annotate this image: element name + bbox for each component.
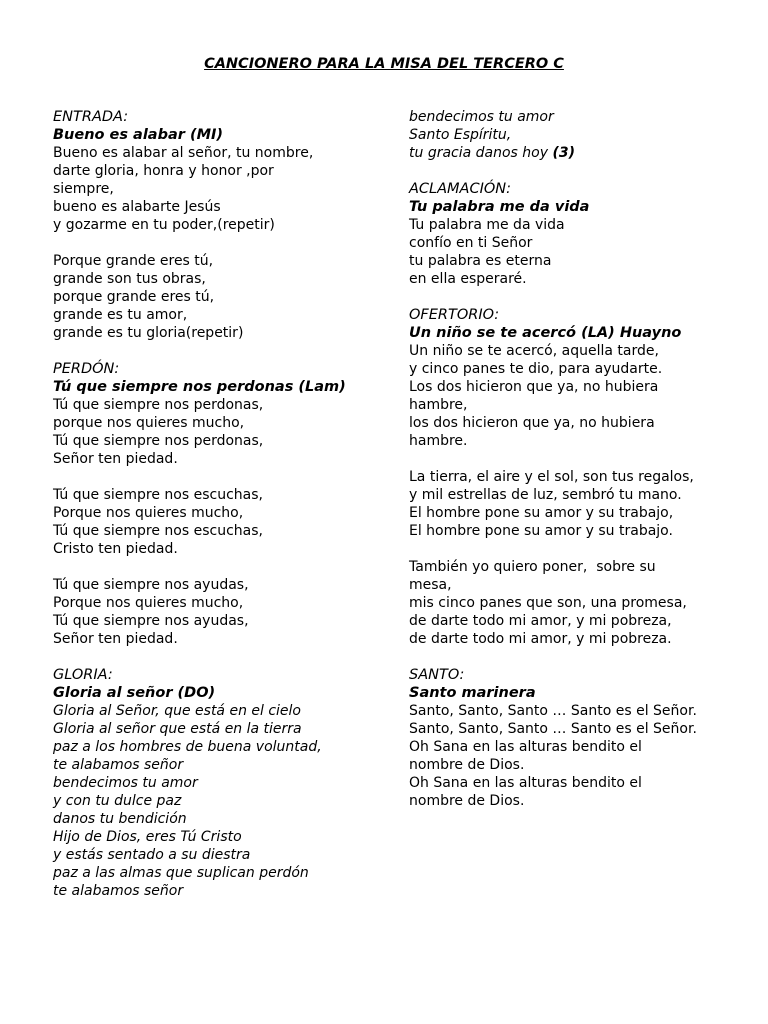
- lyric-line: darte gloria, honra y honor ,por: [53, 163, 274, 179]
- lyric-line: hambre,: [409, 397, 468, 413]
- lyric-line: y gozarme en tu poder,(repetir): [53, 217, 275, 233]
- blank-line: [53, 558, 383, 576]
- section-heading: ACLAMACIÓN:: [409, 181, 512, 197]
- lyric-line: porque nos quieres mucho,: [53, 415, 245, 431]
- lyric-text: tu gracia danos hoy: [409, 145, 549, 161]
- song-title: Tu palabra me da vida: [409, 199, 590, 215]
- blank-line: [53, 648, 383, 666]
- lyric-line: Tú que siempre nos ayudas,: [53, 613, 249, 629]
- right-column: [409, 108, 739, 810]
- repeat-count: (3): [552, 145, 576, 161]
- lyric-line: Porque nos quieres mucho,: [53, 595, 244, 611]
- lyric-line: de darte todo mi amor, y mi pobreza,: [409, 613, 672, 629]
- lyric-line: Tú que siempre nos ayudas,: [53, 577, 249, 593]
- lyric-line: Los dos hicieron que ya, no hubiera: [409, 379, 659, 395]
- section-heading: SANTO:: [409, 667, 465, 683]
- lyric-line: bueno es alabarte Jesús: [53, 199, 221, 215]
- lyric-line: Oh Sana en las alturas bendito el: [409, 739, 642, 755]
- lyric-line: Señor ten piedad.: [53, 451, 178, 467]
- lyric-line: Gloria al Señor, que está en el cielo: [53, 703, 302, 719]
- section-santo: [409, 666, 739, 810]
- lyric-line: Oh Sana en las alturas bendito el: [409, 775, 642, 791]
- section-heading: GLORIA:: [53, 667, 113, 683]
- lyric-line: confío en ti Señor: [409, 235, 533, 251]
- lyric-line: Bueno es alabar al señor, tu nombre,: [53, 145, 314, 161]
- song-title: Un niño se te acercó (LA) Huayno: [409, 325, 682, 341]
- lyric-line: bendecimos tu amor: [409, 109, 554, 125]
- lyric-line: Un niño se te acercó, aquella tarde,: [409, 343, 659, 359]
- lyric-line: te alabamos señor: [53, 757, 184, 773]
- lyric-line: El hombre pone su amor y su trabajo.: [409, 523, 673, 539]
- blank-line: [409, 288, 739, 306]
- lyric-line: y con tu dulce paz: [53, 793, 182, 809]
- lyric-line: Tu palabra me da vida: [409, 217, 565, 233]
- lyric-line: Gloria al señor que está en la tierra: [53, 721, 302, 737]
- lyric-line: siempre,: [53, 181, 114, 197]
- lyric-line: Tú que siempre nos escuchas,: [53, 487, 263, 503]
- lyric-line: tu palabra es eterna: [409, 253, 552, 269]
- lyric-line: los dos hicieron que ya, no hubiera: [409, 415, 655, 431]
- song-title: Santo marinera: [409, 685, 536, 701]
- lyric-line: Porque nos quieres mucho,: [53, 505, 244, 521]
- lyric-line: Santo Espíritu,: [409, 127, 512, 143]
- lyric-line: El hombre pone su amor y su trabajo,: [409, 505, 674, 521]
- lyric-line: hambre.: [409, 433, 468, 449]
- lyric-line: mis cinco panes que son, una promesa,: [409, 595, 687, 611]
- lyric-line: grande son tus obras,: [53, 271, 206, 287]
- lyric-line: nombre de Dios.: [409, 757, 525, 773]
- lyric-line: Santo, Santo, Santo … Santo es el Señor.: [409, 721, 697, 737]
- lyric-line: [409, 144, 739, 162]
- blank-line: [53, 468, 383, 486]
- lyric-line: y estás sentado a su diestra: [53, 847, 251, 863]
- lyric-line: Tú que siempre nos perdonas,: [53, 397, 264, 413]
- lyric-line: grande es tu amor,: [53, 307, 188, 323]
- section-aclamacion: [409, 180, 739, 288]
- song-title: Tú que siempre nos perdonas (Lam): [53, 379, 346, 395]
- lyric-line: porque grande eres tú,: [53, 289, 215, 305]
- section-perdon: [53, 360, 383, 648]
- lyric-line: y cinco panes te dio, para ayudarte.: [409, 361, 663, 377]
- lyric-line: Señor ten piedad.: [53, 631, 178, 647]
- lyric-line: La tierra, el aire y el sol, son tus regalos,: [409, 469, 694, 485]
- left-column: [53, 108, 383, 900]
- lyric-line: Hijo de Dios, eres Tú Cristo: [53, 829, 242, 845]
- lyric-line: Cristo ten piedad.: [53, 541, 178, 557]
- section-ofertorio: [409, 306, 739, 648]
- lyric-line: Tú que siempre nos perdonas,: [53, 433, 264, 449]
- lyric-line: Tú que siempre nos escuchas,: [53, 523, 263, 539]
- lyric-line: nombre de Dios.: [409, 793, 525, 809]
- section-heading: PERDÓN:: [53, 361, 120, 377]
- lyric-line: Santo, Santo, Santo … Santo es el Señor.: [409, 703, 697, 719]
- song-title: Bueno es alabar (MI): [53, 127, 224, 143]
- blank-line: [409, 450, 739, 468]
- lyric-line: bendecimos tu amor: [53, 775, 198, 791]
- lyric-line: También yo quiero poner, sobre su: [409, 559, 656, 575]
- song-title: Gloria al señor (DO): [53, 685, 216, 701]
- lyric-line: mesa,: [409, 577, 452, 593]
- lyric-line: de darte todo mi amor, y mi pobreza.: [409, 631, 672, 647]
- blank-line: [409, 540, 739, 558]
- blank-line: [409, 648, 739, 666]
- lyric-line: y mil estrellas de luz, sembró tu mano.: [409, 487, 682, 503]
- section-heading: OFERTORIO:: [409, 307, 500, 323]
- section-entrada: [53, 108, 383, 342]
- section-gloria: [53, 666, 383, 900]
- page-title: CANCIONERO PARA LA MISA DEL TERCERO C: [204, 56, 564, 72]
- section-gloria-continued: [409, 108, 739, 162]
- blank-line: [409, 162, 739, 180]
- lyric-line: en ella esperaré.: [409, 271, 527, 287]
- lyric-line: paz a las almas que suplican perdón: [53, 865, 309, 881]
- lyric-line: grande es tu gloria(repetir): [53, 325, 244, 341]
- lyric-line: danos tu bendición: [53, 811, 187, 827]
- lyric-line: te alabamos señor: [53, 883, 184, 899]
- blank-line: [53, 234, 383, 252]
- section-heading: ENTRADA:: [53, 109, 129, 125]
- blank-line: [53, 342, 383, 360]
- lyric-line: paz a los hombres de buena voluntad,: [53, 739, 322, 755]
- lyric-line: Porque grande eres tú,: [53, 253, 214, 269]
